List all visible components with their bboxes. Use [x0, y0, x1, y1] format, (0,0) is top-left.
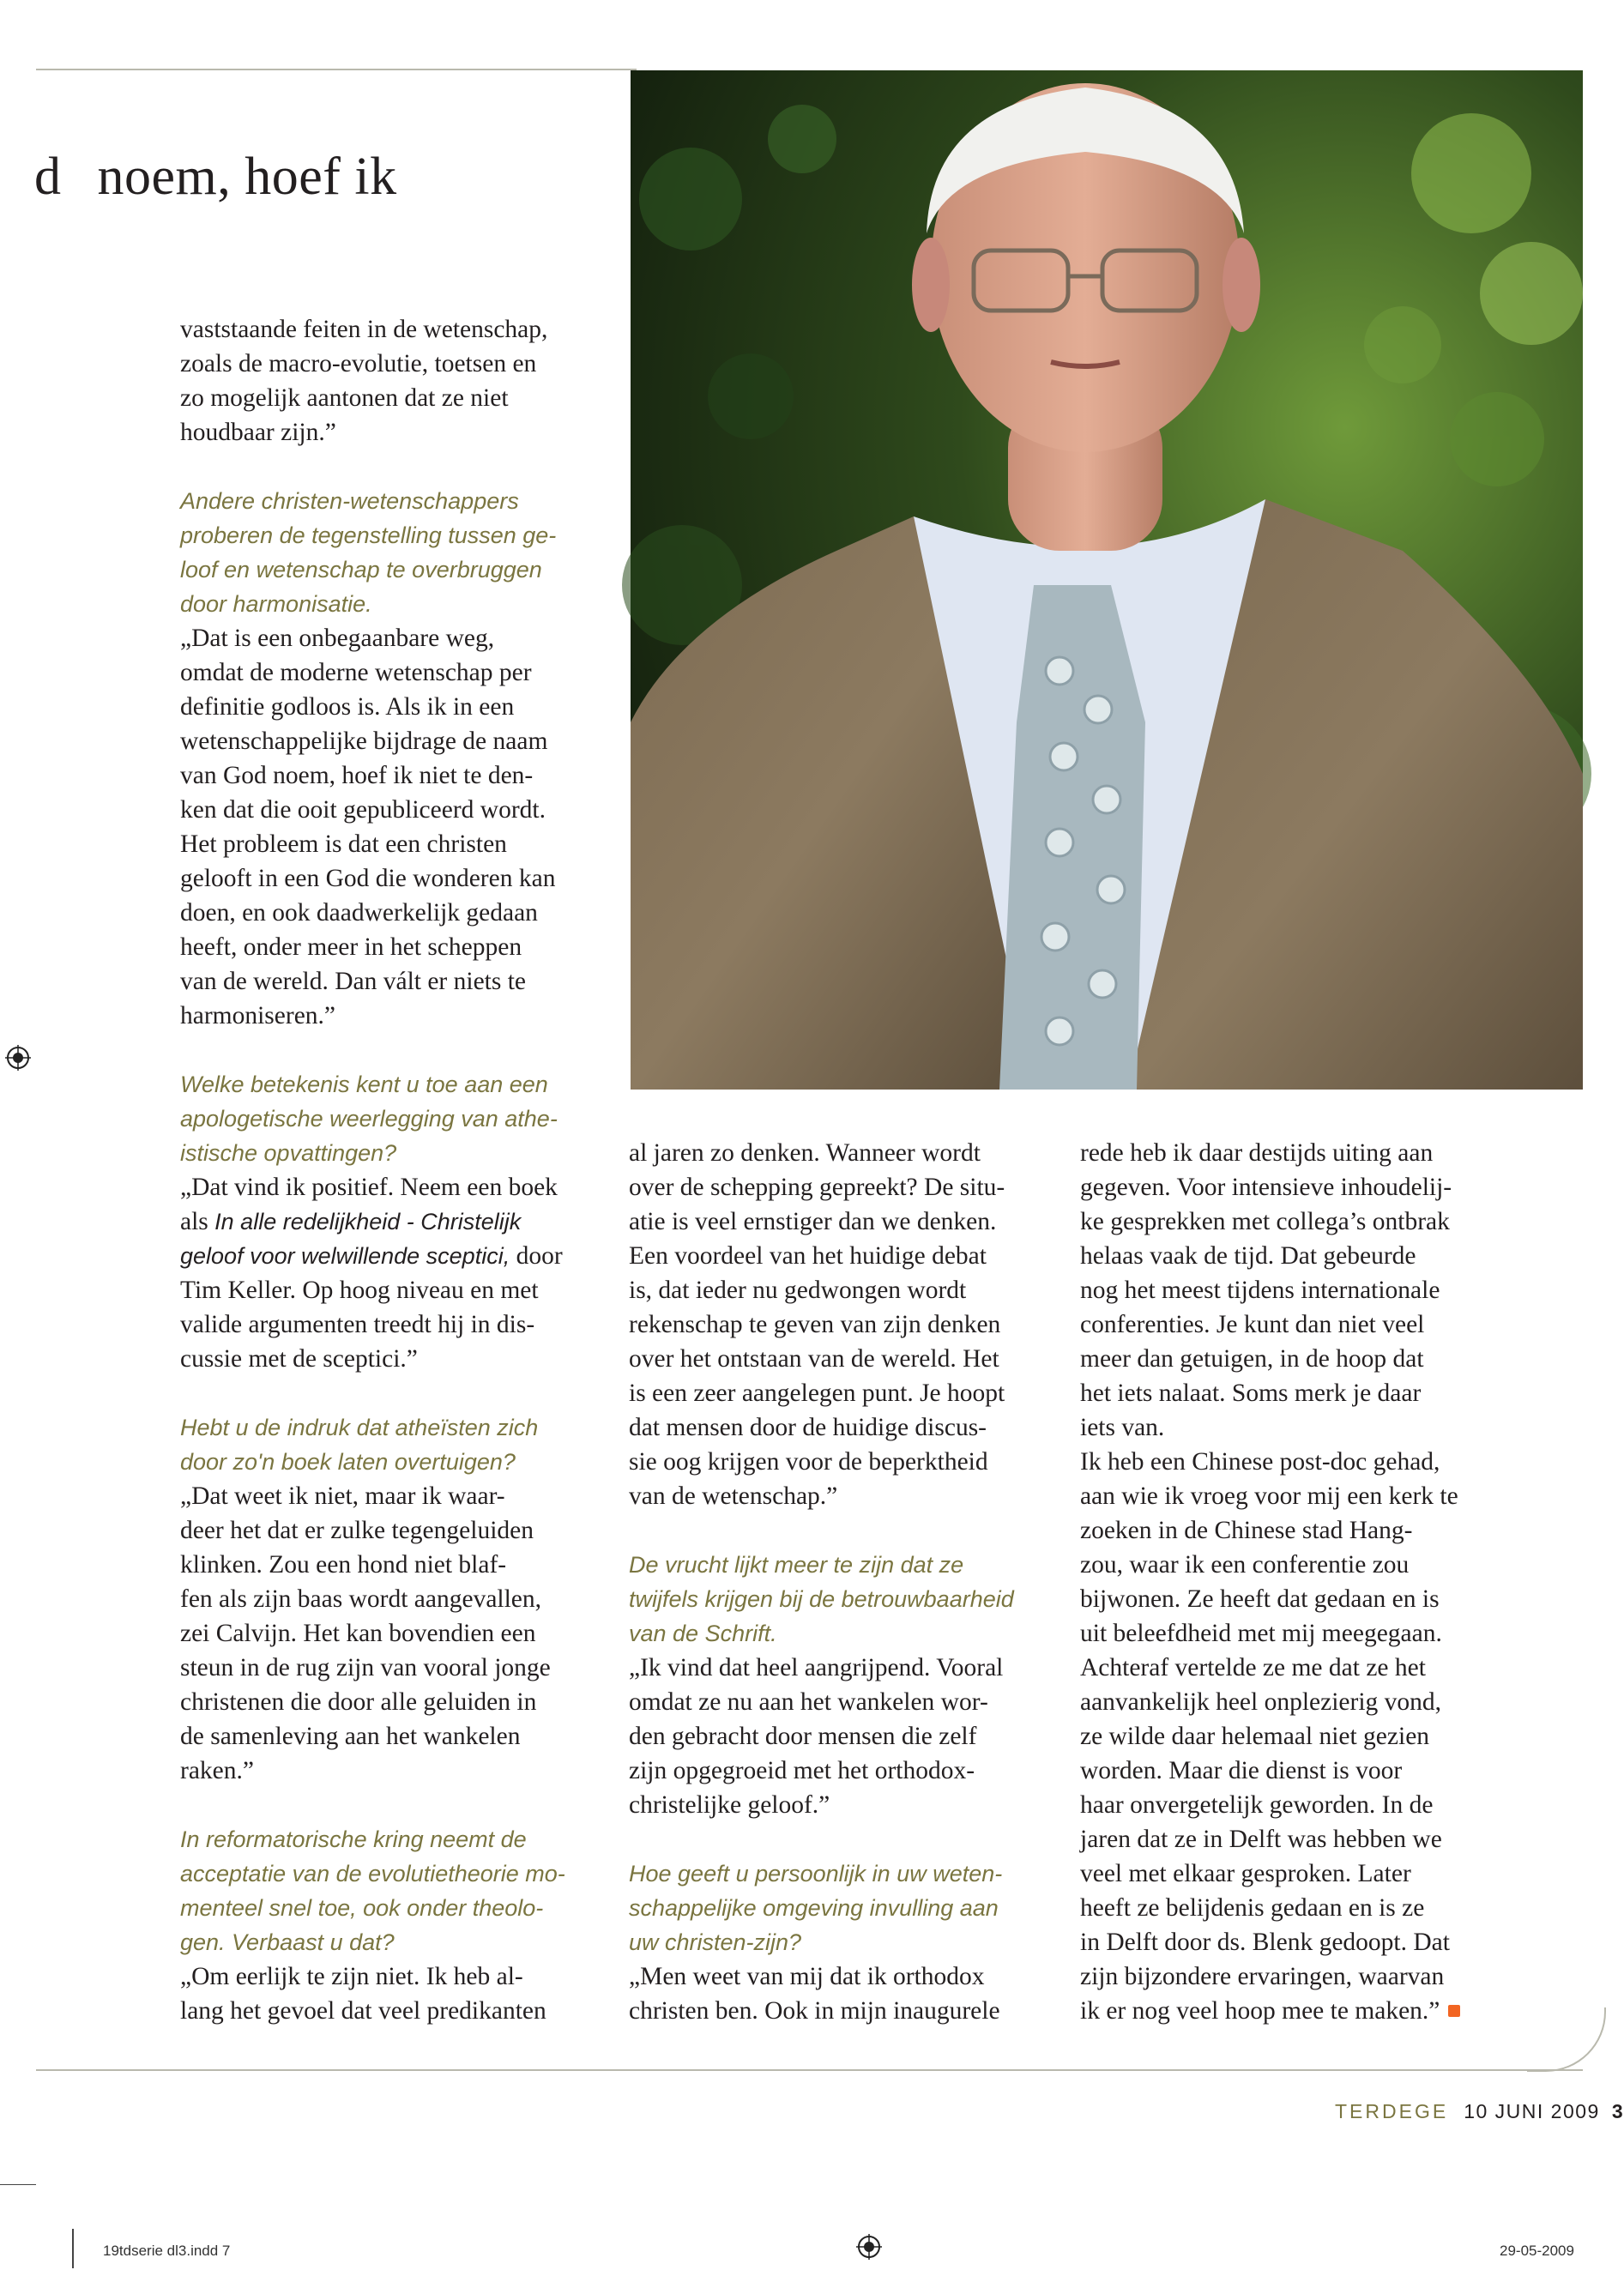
answer-line: iets van. [1080, 1414, 1165, 1441]
answer-line: vaststaande feiten in de wetenschap, [180, 316, 548, 343]
answer-line: „Men weet van mij dat ik orthodox [629, 1963, 985, 1990]
headline-text: noem, hoef ik [97, 148, 397, 206]
answer-line: aanvankelijk heel onplezierig vond, [1080, 1688, 1442, 1716]
paragraph-gap [180, 1033, 618, 1067]
answer-line: conferenties. Je kunt dan niet veel [1080, 1311, 1425, 1338]
answer-line: aan wie ik vroeg voor mij een kerk te [1080, 1482, 1458, 1510]
answer-line: cussie met de sceptici.” [180, 1345, 418, 1373]
answer-line: heeft ze belijdenis gedaan en is ze [1080, 1894, 1425, 1922]
question-line: twijfels krijgen bij de betrouwbaarheid [629, 1586, 1014, 1612]
answer-line: gelooft in een God die wonderen kan [180, 865, 556, 892]
answer-line: klinken. Zou een hond niet blaf- [180, 1551, 507, 1579]
answer-line: haar onvergetelijk geworden. In de [1080, 1791, 1434, 1819]
paragraph-gap [629, 1513, 1066, 1548]
article-end-mark-icon [1448, 2005, 1460, 2017]
question-line: van de Schrift. [629, 1621, 777, 1646]
bottom-rule-curve [1527, 2007, 1606, 2072]
answer-line: het iets nalaat. Soms merk je daar [1080, 1379, 1422, 1407]
answer-line: steun in de rug zijn van vooral jonge [180, 1654, 551, 1681]
answer-line: christenen die door alle geluiden in [180, 1688, 537, 1716]
answer-line: raken.” [180, 1757, 254, 1784]
slug-filename: 19tdserie dl3.indd 7 [103, 2243, 231, 2259]
slug-date: 29-05-2009 [1500, 2243, 1574, 2259]
paragraph-gap [180, 1788, 618, 1822]
question-line: istische opvattingen? [180, 1140, 397, 1166]
answer-line: jaren dat ze in Delft was hebben we [1080, 1826, 1442, 1853]
question-line: acceptatie van de evolutietheorie mo- [180, 1861, 565, 1887]
folio-date: 10 JUNI 2009 [1464, 2100, 1600, 2122]
answer-line: den gebracht door mensen die zelf [629, 1723, 977, 1750]
answer-line: zijn opgegroeid met het orthodox- [629, 1757, 975, 1784]
headline-cut-letter: d [34, 148, 62, 206]
answer-line: atie is veel ernstiger dan we denken. [629, 1208, 997, 1235]
answer-line [180, 1204, 618, 1239]
answer-line: gegeven. Voor intensieve inhoudelij- [1080, 1174, 1452, 1201]
paragraph-gap [180, 450, 618, 484]
answer-line: over de schepping gepreekt? De situ- [629, 1174, 1005, 1201]
question-line: Welke betekenis kent u toe aan een [180, 1072, 548, 1097]
paragraph-gap [180, 1376, 618, 1410]
question-line: Hebt u de indruk dat atheïsten zich [180, 1415, 539, 1440]
text-column-3 [1080, 1136, 1526, 2028]
answer-line: „Ik vind dat heel aangrijpend. Vooral [629, 1654, 1004, 1681]
answer-line: worden. Maar die dienst is voor [1080, 1757, 1403, 1784]
registration-mark-icon [856, 2234, 882, 2260]
answer-line: bijwonen. Ze heeft dat gedaan en is [1080, 1585, 1440, 1613]
answer-line: meer dan getuigen, in de hoop dat [1080, 1345, 1424, 1373]
answer-line: zijn bijzondere ervaringen, waarvan [1080, 1963, 1445, 1990]
portrait-photo [631, 70, 1583, 1090]
folio-brand: TERDEGE [1335, 2100, 1449, 2122]
answer-line: nog het meest tijdens internationale [1080, 1277, 1440, 1304]
answer-line: van de wetenschap.” [629, 1482, 838, 1510]
answer-line: is een zeer aangelegen punt. Je hoopt [629, 1379, 1005, 1407]
headline-fragment [34, 148, 397, 206]
question-line: door zo'n boek laten overtuigen? [180, 1449, 516, 1475]
question-line: loof en wetenschap te overbruggen [180, 557, 542, 583]
answer-line: rekenschap te geven van zijn denken [629, 1311, 1001, 1338]
crop-mark-vertical [72, 2229, 74, 2268]
answer-line: ze wilde daar helemaal niet gezien [1080, 1723, 1430, 1750]
answer-line: Een voordeel van het huidige debat [629, 1242, 987, 1270]
question-line: proberen de tegenstelling tussen ge- [180, 522, 557, 548]
answer-line: „Om eerlijk te zijn niet. Ik heb al- [180, 1963, 523, 1990]
answer-line: veel met elkaar gesproken. Later [1080, 1860, 1411, 1887]
answer-line: dat mensen door de huidige discus- [629, 1414, 987, 1441]
answer-line: doen, en ook daadwerkelijk gedaan [180, 899, 538, 927]
answer-line: houdbaar zijn.” [180, 419, 336, 446]
question-line: De vrucht lijkt meer te zijn dat ze [629, 1552, 964, 1578]
answer-line: zoals de macro-evolutie, toetsen en [180, 350, 537, 377]
answer-line: ke gesprekken met collega’s ontbrak [1080, 1208, 1450, 1235]
answer-line: „Dat vind ik positief. Neem een boek [180, 1174, 558, 1201]
paragraph-gap [629, 1822, 1066, 1856]
line-prefix: als [180, 1208, 215, 1235]
answer-line: „Dat is een onbegaanbare weg, [180, 625, 495, 652]
registration-mark-icon [5, 1045, 31, 1071]
answer-line: „Dat weet ik niet, maar ik waar- [180, 1482, 505, 1510]
answer-line: christen ben. Ook in mijn inaugurele [629, 1997, 1000, 2025]
text-column-2 [629, 1136, 1066, 2028]
answer-line: Het probleem is dat een christen [180, 830, 507, 858]
answer-line: fen als zijn baas wordt aangevallen, [180, 1585, 542, 1613]
question-line: Hoe geeft u persoonlijk in uw weten- [629, 1861, 1003, 1887]
answer-line: Achteraf vertelde ze me dat ze het [1080, 1654, 1426, 1681]
answer-line: ken dat die ooit gepubliceerd wordt. [180, 796, 546, 824]
question-line: In reformatorische kring neemt de [180, 1826, 527, 1852]
answer-line: harmoniseren.” [180, 1002, 336, 1029]
answer-line: zou, waar ik een conferentie zou [1080, 1551, 1410, 1579]
answer-line: Tim Keller. Op hoog niveau en met [180, 1277, 539, 1304]
answer-line: deer het dat er zulke tegengeluiden [180, 1517, 534, 1544]
answer-line: in Delft door ds. Blenk gedoopt. Dat [1080, 1929, 1450, 1956]
question-line: schappelijke omgeving invulling aan [629, 1895, 999, 1921]
answer-line: al jaren zo denken. Wanneer wordt [629, 1139, 981, 1167]
answer-line: christelijke geloof.” [629, 1791, 830, 1819]
answer-line: van de wereld. Dan vált er niets te [180, 968, 527, 995]
folio [1335, 2100, 1624, 2123]
question-line: menteel snel toe, ook onder theolo- [180, 1895, 544, 1921]
top-rule [36, 69, 637, 70]
folio-page-number: 3 [1611, 2100, 1624, 2122]
answer-line: sie oog krijgen voor de beperktheid [629, 1448, 988, 1476]
book-title-italic: In alle redelijkheid - Christelijk [214, 1209, 522, 1235]
answer-line: helaas vaak de tijd. Dat gebeurde [1080, 1242, 1416, 1270]
answer-line: rede heb ik daar destijds uiting aan [1080, 1139, 1434, 1167]
question-line: apologetische weerlegging van athe- [180, 1106, 558, 1132]
crop-mark-line [0, 2184, 36, 2185]
answer-line: omdat de moderne wetenschap per [180, 659, 532, 686]
question-line: Andere christen-wetenschappers [180, 488, 519, 514]
question-line: uw christen-zijn? [629, 1929, 802, 1955]
text-column-1 [180, 312, 618, 2028]
answer-line: heeft, onder meer in het scheppen [180, 933, 522, 961]
answer-line: van God noem, hoef ik niet te den- [180, 762, 534, 789]
answer-line: Ik heb een Chinese post-doc gehad, [1080, 1448, 1440, 1476]
answer-line: zei Calvijn. Het kan bovendien een [180, 1620, 536, 1647]
answer-line: zoeken in de Chinese stad Hang- [1080, 1517, 1413, 1544]
answer-line: wetenschappelijke bijdrage de naam [180, 727, 548, 755]
question-line: gen. Verbaast u dat? [180, 1929, 395, 1955]
question-line: door harmonisatie. [180, 591, 372, 617]
answer-line: zo mogelijk aantonen dat ze niet [180, 384, 509, 412]
book-title-italic: geloof voor welwillende sceptici, [180, 1243, 510, 1269]
answer-line: definitie godloos is. Als ik in een [180, 693, 515, 721]
answer-line: lang het gevoel dat veel predikanten [180, 1997, 546, 2025]
answer-line: omdat ze nu aan het wankelen wor- [629, 1688, 988, 1716]
answer-line: uit beleefdheid met mij meegegaan. [1080, 1620, 1442, 1647]
answer-line: valide argumenten treedt hij in dis- [180, 1311, 535, 1338]
bottom-rule [36, 2069, 1583, 2071]
answer-line: de samenleving aan het wankelen [180, 1723, 521, 1750]
answer-line: is, dat ieder nu gedwongen wordt [629, 1277, 967, 1304]
answer-line [180, 1239, 618, 1273]
line-suffix: door [510, 1242, 563, 1270]
answer-line: ik er nog veel hoop mee te maken.” [1080, 1994, 1526, 2028]
answer-line: over het ontstaan van de wereld. Het [629, 1345, 999, 1373]
